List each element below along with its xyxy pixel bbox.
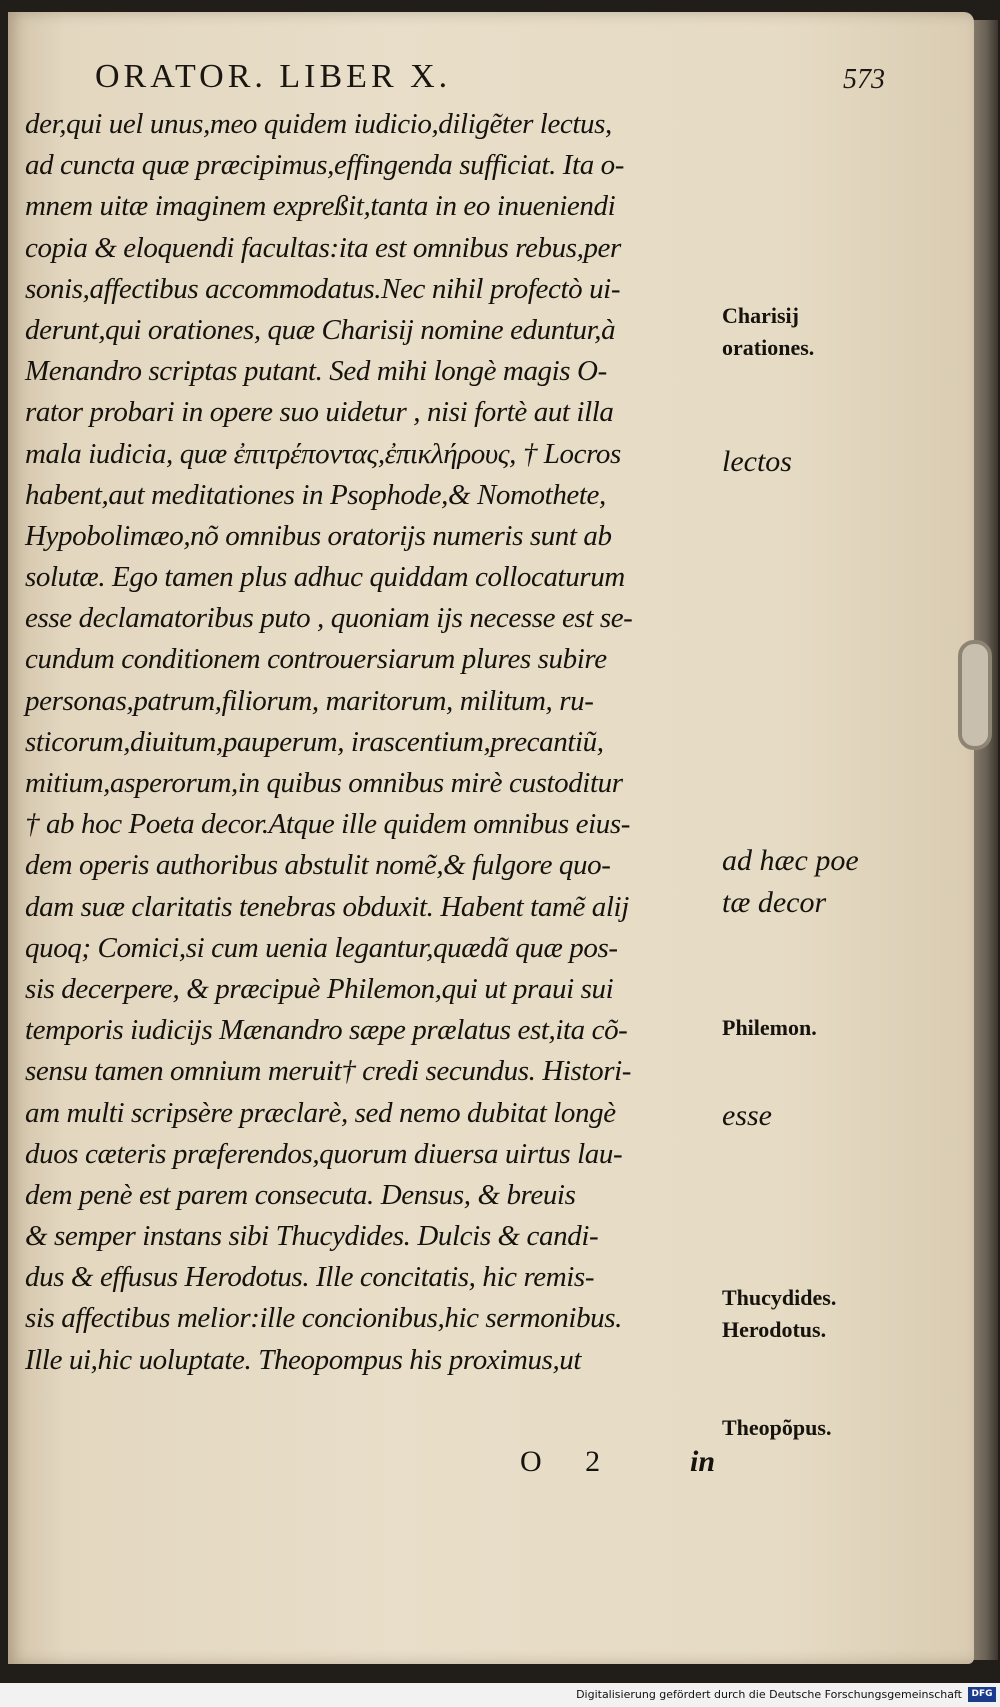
text-line: solutæ. Ego tamen plus adhuc quiddam collocaturum (25, 561, 625, 594)
margin-note-lectos (722, 446, 882, 478)
funding-banner (0, 1683, 1000, 1707)
book-clasp (958, 640, 992, 750)
text-line: habent,aut meditationes in Psophode,& Nomothete, (25, 478, 606, 511)
margin-note-charisii (722, 300, 882, 364)
text-line: ad cuncta quæ præcipimus,effingenda sufficiat. Ita o- (25, 149, 625, 182)
text-line: quoq; Comici,si cum uenia legantur,quædã quæ pos- (25, 931, 618, 964)
text-line: Menandro scriptas putant. Sed mihi longè magis O- (25, 355, 607, 388)
text-line: dem operis authoribus abstulit nomẽ,& fulgore quo- (25, 849, 611, 882)
text-line: sis affectibus melior:ille concionibus,hic sermonibus. (25, 1302, 623, 1335)
text-line: mnem uitæ imaginem expreßit,tanta in eo inueniendi (25, 190, 616, 223)
text-line: dam suæ claritatis tenebras obduxit. Habent tamẽ alij (25, 890, 629, 923)
running-title: ORATOR. LIBER X. (95, 58, 452, 95)
text-line: & semper instans sibi Thucydides. Dulcis & candi- (25, 1220, 599, 1253)
text-line: sensu tamen omnium meruit† credi secundus. Histori- (25, 1055, 631, 1088)
margin-note-line: Charisij (722, 303, 799, 328)
margin-note-line: lectos (722, 445, 792, 478)
dfg-logo: DFG (968, 1687, 996, 1702)
page-number: 573 (843, 64, 885, 95)
text-line: sis decerpere, & præcipuè Philemon,qui ut praui sui (25, 972, 614, 1005)
text-line: der,qui uel unus,meo quidem iudicio,diligẽter lectus, (25, 108, 612, 140)
text-line: mala iudicia, quæ ἐπιτρέποντας,ἐπικλήρους, † Locros (25, 437, 621, 470)
funding-text: Digitalisierung gefördert durch die Deutsche Forschungsgemeinschaft (576, 1688, 962, 1701)
text-line: sticorum,diuitum,pauperum, irascentium,precantiũ, (25, 725, 604, 758)
text-line: Ille ui,hic uoluptate. Theopompus his proximus,ut (25, 1343, 582, 1376)
margin-note-ad-haec (722, 840, 882, 924)
text-line: dem penè est parem consecuta. Densus, & breuis (25, 1178, 576, 1211)
margin-note-line: ad hæc poe (722, 844, 859, 877)
margin-note-line: orationes. (722, 335, 815, 360)
margin-note-esse (722, 1100, 882, 1132)
running-header (95, 58, 885, 106)
page-footer (520, 1445, 820, 1485)
text-line: Hypobolimæo,nõ omnibus oratorijs numeris sunt ab (25, 519, 612, 552)
text-line: † ab hoc Poeta decor.Atque ille quidem omnibus eius- (25, 808, 630, 841)
text-line: derunt,qui orationes, quæ Charisij nomine eduntur,à (25, 313, 616, 346)
catchword: in (690, 1445, 716, 1478)
signature-mark: O 2 (520, 1445, 619, 1478)
margin-note-line: Philemon. (722, 1015, 817, 1040)
text-line: rator probari in opere suo uidetur , nisi fortè aut illa (25, 396, 614, 429)
text-line: am multi scripsère præclarè, sed nemo dubitat longè (25, 1096, 616, 1129)
text-line: dus & effusus Herodotus. Ille concitatis, hic remis- (25, 1261, 595, 1294)
text-line: esse declamatoribus puto , quoniam ijs necesse est se- (25, 602, 633, 635)
text-line: duos cæteris præferendos,quorum diuersa uirtus lau- (25, 1137, 623, 1170)
margin-note-line: Herodotus. (722, 1317, 827, 1342)
margin-note-line: esse (722, 1099, 772, 1132)
margin-note-theopompus (722, 1412, 882, 1444)
text-line: cundum conditionem controuersiarum plures subire (25, 643, 607, 676)
text-line: copia & eloquendi facultas:ita est omnibus rebus,per (25, 231, 621, 264)
text-line: personas,patrum,filiorum, maritorum, militum, ru- (25, 684, 594, 717)
body-text (25, 104, 725, 1381)
text-line: temporis iudicijs Mænandro sæpe prælatus est,ita cõ- (25, 1014, 628, 1047)
margin-note-thucydides (722, 1282, 882, 1346)
margin-note-line: tæ decor (722, 886, 827, 919)
margin-note-philemon (722, 1012, 882, 1044)
margin-note-line: Theopõpus. (722, 1415, 832, 1440)
margin-note-line: Thucydides. (722, 1285, 837, 1310)
text-line: sonis,affectibus accommodatus.Nec nihil profectò ui- (25, 272, 621, 305)
text-line: mitium,asperorum,in quibus omnibus mirè custoditur (25, 767, 623, 799)
